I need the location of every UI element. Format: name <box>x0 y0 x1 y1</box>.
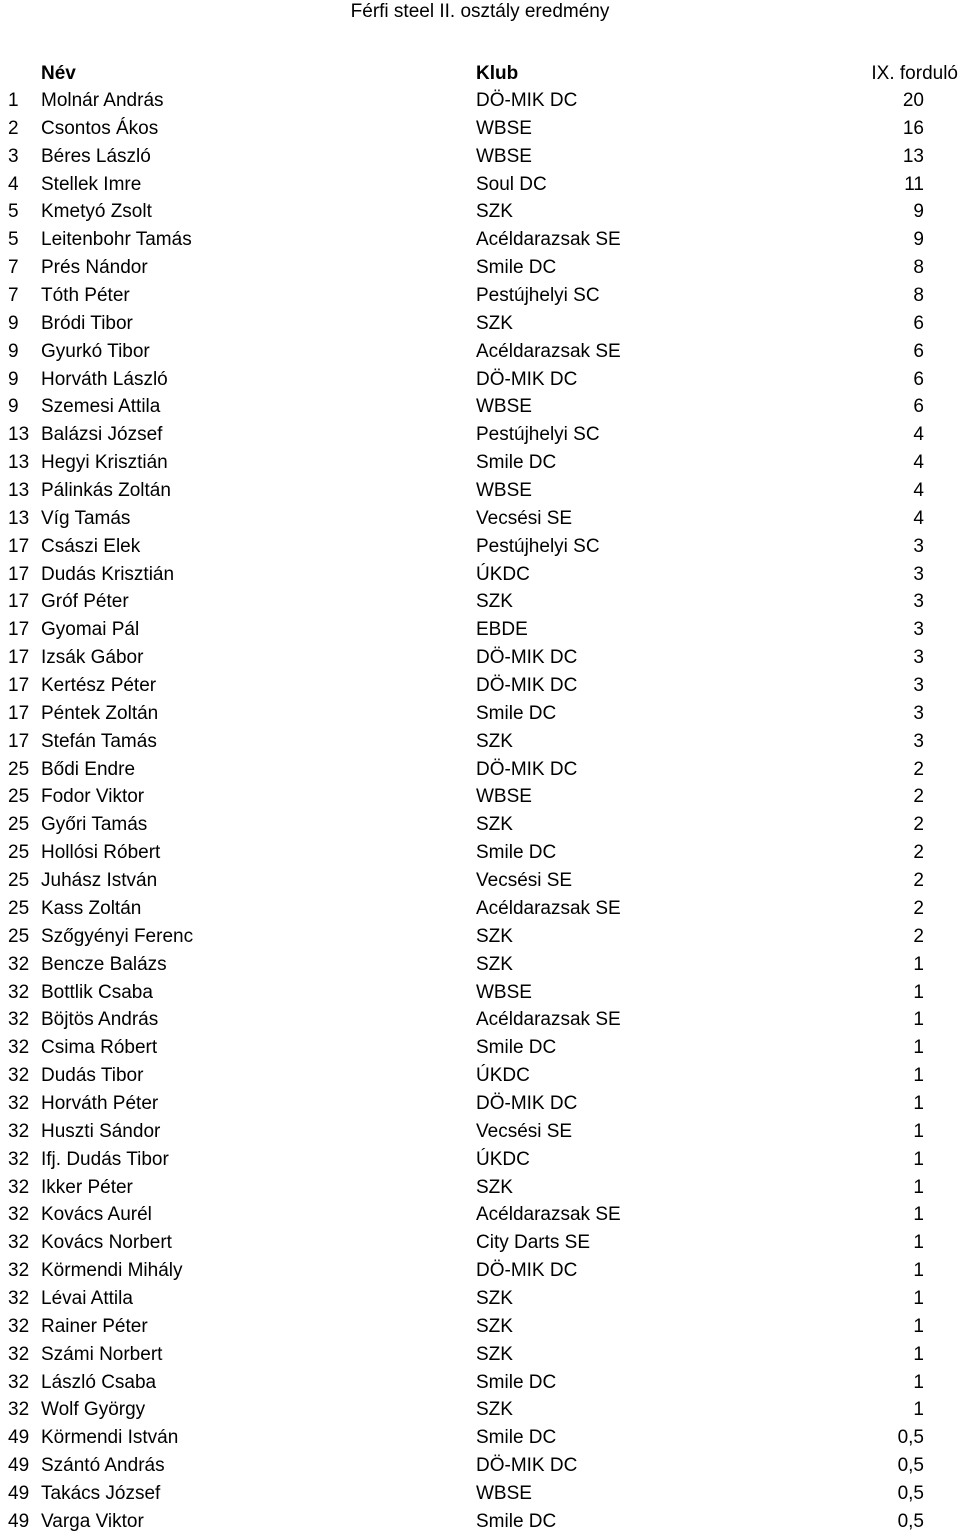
row-name: Gyomai Pál <box>41 619 140 641</box>
row-rank: 49 <box>8 1482 30 1504</box>
row-points: 9 <box>913 229 924 251</box>
row-club: Acéldarazsak SE <box>476 229 621 251</box>
row-club: ÚKDC <box>476 1065 530 1087</box>
table-row <box>0 143 960 171</box>
row-club: DÖ-MIK DC <box>476 1455 578 1477</box>
row-name: Ifj. Dudás Tibor <box>41 1148 169 1170</box>
row-name: Leitenbohr Tamás <box>41 229 192 251</box>
page-title: Férfi steel II. osztály eredmény <box>350 1 610 22</box>
row-name: Huszti Sándor <box>41 1120 161 1142</box>
row-rank: 1 <box>8 90 19 111</box>
row-club: Acéldarazsak SE <box>476 340 621 362</box>
row-name: Szemesi Attila <box>41 396 161 418</box>
row-points: 4 <box>913 480 924 502</box>
row-points: 3 <box>913 535 924 557</box>
table-row <box>0 338 960 366</box>
row-points: 3 <box>913 591 924 613</box>
row-points: 3 <box>913 647 924 669</box>
row-name: Kovács Aurél <box>41 1204 152 1226</box>
row-rank: 2 <box>8 117 19 139</box>
table-row <box>0 644 960 672</box>
row-points: 13 <box>902 145 924 167</box>
table-row <box>0 1313 960 1341</box>
row-club: Pestújhelyi SC <box>476 285 600 307</box>
row-points: 6 <box>913 396 924 418</box>
row-rank: 7 <box>8 285 19 307</box>
row-points: 0,5 <box>897 1455 924 1477</box>
table-row <box>0 533 960 561</box>
row-club: Smile DC <box>476 702 557 724</box>
row-rank: 32 <box>8 1009 30 1031</box>
row-club: WBSE <box>476 396 532 418</box>
row-points: 3 <box>913 619 924 641</box>
row-name: Kertész Péter <box>41 675 157 697</box>
row-rank: 32 <box>8 981 30 1003</box>
table-row <box>0 979 960 1007</box>
row-club: WBSE <box>476 1482 532 1504</box>
table-row <box>0 421 960 449</box>
row-club: Acéldarazsak SE <box>476 1009 621 1031</box>
row-rank: 25 <box>8 842 30 864</box>
row-club: SZK <box>476 1287 513 1309</box>
row-name: Szőgyényi Ferenc <box>41 925 194 947</box>
row-rank: 5 <box>8 229 19 251</box>
row-rank: 3 <box>8 145 19 167</box>
row-rank: 5 <box>8 201 19 223</box>
table-row <box>0 1508 960 1536</box>
row-rank: 7 <box>8 257 19 279</box>
table-row <box>0 198 960 226</box>
row-name: Juhász István <box>41 870 158 892</box>
row-rank: 25 <box>8 925 30 947</box>
row-rank: 17 <box>8 702 30 724</box>
row-club: DÖ-MIK DC <box>476 1092 578 1114</box>
row-points: 6 <box>913 368 924 390</box>
row-name: Császi Elek <box>41 535 141 557</box>
row-name: Gyurkó Tibor <box>41 340 150 362</box>
table-row <box>0 310 960 338</box>
row-rank: 32 <box>8 1092 30 1114</box>
row-points: 6 <box>913 312 924 334</box>
row-name: Bődi Endre <box>41 758 136 780</box>
row-club: Vecsési SE <box>476 507 573 529</box>
row-name: Dudás Tibor <box>41 1065 144 1087</box>
row-rank: 32 <box>8 1399 30 1421</box>
row-club: SZK <box>476 814 513 836</box>
row-rank: 17 <box>8 647 30 669</box>
row-club: Pestújhelyi SC <box>476 424 600 446</box>
row-name: László Csaba <box>41 1371 157 1393</box>
row-rank: 32 <box>8 1260 30 1282</box>
table-row <box>0 756 960 784</box>
row-club: SZK <box>476 591 513 613</box>
table-header <box>0 60 960 88</box>
row-points: 8 <box>913 285 924 307</box>
table-row <box>0 811 960 839</box>
row-points: 2 <box>913 897 924 919</box>
table-row <box>0 672 960 700</box>
row-club: DÖ-MIK DC <box>476 1260 578 1282</box>
row-rank: 25 <box>8 758 30 780</box>
row-rank: 17 <box>8 535 30 557</box>
table-row <box>0 895 960 923</box>
row-points: 1 <box>913 1009 924 1031</box>
row-name: Körmendi Mihály <box>41 1260 183 1282</box>
table-row <box>0 561 960 589</box>
row-points: 11 <box>904 173 924 195</box>
row-rank: 17 <box>8 675 30 697</box>
table-row <box>0 1146 960 1174</box>
row-name: Varga Viktor <box>41 1510 144 1532</box>
row-club: WBSE <box>476 117 532 139</box>
row-name: Tóth Péter <box>41 285 130 307</box>
row-points: 1 <box>913 1260 924 1282</box>
row-rank: 17 <box>8 563 30 585</box>
table-row <box>0 1062 960 1090</box>
row-rank: 32 <box>8 1176 30 1198</box>
table-row <box>0 1285 960 1313</box>
row-points: 3 <box>913 675 924 697</box>
row-club: SZK <box>476 312 513 334</box>
row-rank: 32 <box>8 1148 30 1170</box>
row-name: Csima Róbert <box>41 1037 158 1059</box>
row-club: WBSE <box>476 145 532 167</box>
row-points: 1 <box>913 1399 924 1421</box>
table-row <box>0 783 960 811</box>
row-rank: 32 <box>8 1343 30 1365</box>
row-club: ÚKDC <box>476 563 530 585</box>
row-club: ÚKDC <box>476 1148 530 1170</box>
row-rank: 9 <box>8 368 19 390</box>
row-rank: 32 <box>8 953 30 975</box>
row-rank: 49 <box>8 1455 30 1477</box>
row-points: 1 <box>913 1120 924 1142</box>
row-name: Körmendi István <box>41 1427 179 1449</box>
row-rank: 32 <box>8 1315 30 1337</box>
table-row <box>0 1396 960 1424</box>
row-name: Kass Zoltán <box>41 897 142 919</box>
row-points: 20 <box>902 90 924 111</box>
row-club: WBSE <box>476 480 532 502</box>
row-points: 3 <box>913 730 924 752</box>
row-points: 1 <box>913 1371 924 1393</box>
row-points: 4 <box>913 452 924 474</box>
table-row <box>0 839 960 867</box>
row-rank: 25 <box>8 814 30 836</box>
table-row <box>0 1480 960 1508</box>
row-rank: 25 <box>8 870 30 892</box>
table-row <box>0 115 960 143</box>
row-name: Pálinkás Zoltán <box>41 480 171 502</box>
row-name: Hegyi Krisztián <box>41 452 168 474</box>
row-club: SZK <box>476 730 513 752</box>
table-row <box>0 282 960 310</box>
row-name: Bencze Balázs <box>41 953 167 975</box>
row-points: 16 <box>902 117 924 139</box>
row-club: SZK <box>476 1176 513 1198</box>
table-row <box>0 1424 960 1452</box>
row-name: Ikker Péter <box>41 1176 133 1198</box>
row-points: 1 <box>913 1148 924 1170</box>
row-club: Vecsési SE <box>476 1120 573 1142</box>
row-points: 1 <box>913 1315 924 1337</box>
row-points: 0,5 <box>897 1427 924 1449</box>
row-points: 2 <box>913 758 924 780</box>
row-club: DÖ-MIK DC <box>476 90 578 111</box>
row-club: SZK <box>476 953 513 975</box>
row-name: Szántó András <box>41 1455 165 1477</box>
row-club: Smile DC <box>476 1510 557 1532</box>
table-row <box>0 1006 960 1034</box>
table-row <box>0 1452 960 1480</box>
row-rank: 32 <box>8 1065 30 1087</box>
row-points: 2 <box>913 925 924 947</box>
row-club: DÖ-MIK DC <box>476 647 578 669</box>
table-row <box>0 1090 960 1118</box>
row-rank: 32 <box>8 1037 30 1059</box>
row-name: Győri Tamás <box>41 814 148 836</box>
row-points: 3 <box>913 563 924 585</box>
row-name: Stellek Imre <box>41 173 142 195</box>
row-club: SZK <box>476 1399 513 1421</box>
row-rank: 32 <box>8 1232 30 1254</box>
row-points: 1 <box>913 1176 924 1198</box>
row-club: Smile DC <box>476 452 557 474</box>
table-row <box>0 1369 960 1397</box>
header-round: IX. forduló <box>871 63 958 84</box>
row-rank: 25 <box>8 897 30 919</box>
row-name: Izsák Gábor <box>41 647 144 669</box>
row-points: 2 <box>913 870 924 892</box>
table-row <box>0 477 960 505</box>
row-rank: 49 <box>8 1510 30 1532</box>
row-points: 1 <box>913 953 924 975</box>
row-points: 1 <box>913 1037 924 1059</box>
row-points: 3 <box>913 702 924 724</box>
row-name: Wolf György <box>41 1399 146 1421</box>
row-club: Pestújhelyi SC <box>476 535 600 557</box>
row-rank: 13 <box>8 452 30 474</box>
row-club: City Darts SE <box>476 1232 591 1254</box>
row-name: Horváth Péter <box>41 1092 159 1114</box>
row-club: Smile DC <box>476 1427 557 1449</box>
row-rank: 32 <box>8 1120 30 1142</box>
row-points: 0,5 <box>897 1482 924 1504</box>
table-row <box>0 1118 960 1146</box>
row-club: Vecsési SE <box>476 870 573 892</box>
header-club: Klub <box>476 63 519 84</box>
row-club: SZK <box>476 925 513 947</box>
row-points: 1 <box>913 1092 924 1114</box>
row-club: Smile DC <box>476 1037 557 1059</box>
row-rank: 17 <box>8 730 30 752</box>
row-rank: 9 <box>8 396 19 418</box>
row-name: Kmetyó Zsolt <box>41 201 152 223</box>
row-name: Béres László <box>41 145 151 167</box>
table-row <box>0 226 960 254</box>
table-row <box>0 393 960 421</box>
table-row <box>0 616 960 644</box>
row-name: Dudás Krisztián <box>41 563 175 585</box>
table-row <box>0 87 960 115</box>
table-row <box>0 1174 960 1202</box>
row-rank: 13 <box>8 480 30 502</box>
row-name: Bródi Tibor <box>41 312 133 334</box>
row-name: Bottlik Csaba <box>41 981 153 1003</box>
row-club: DÖ-MIK DC <box>476 675 578 697</box>
row-club: SZK <box>476 1343 513 1365</box>
row-rank: 17 <box>8 591 30 613</box>
table-row <box>0 505 960 533</box>
row-points: 2 <box>913 842 924 864</box>
row-points: 1 <box>913 1287 924 1309</box>
row-rank: 32 <box>8 1287 30 1309</box>
row-points: 4 <box>913 424 924 446</box>
row-name: Kovács Norbert <box>41 1232 172 1254</box>
table-row <box>0 254 960 282</box>
row-points: 2 <box>913 814 924 836</box>
row-club: EBDE <box>476 619 528 641</box>
table-row <box>0 728 960 756</box>
row-name: Takács József <box>41 1482 161 1504</box>
row-name: Víg Tamás <box>41 507 131 529</box>
row-name: Molnár András <box>41 90 164 111</box>
table-row <box>0 1257 960 1285</box>
table-row <box>0 951 960 979</box>
row-club: Smile DC <box>476 1371 557 1393</box>
table-row <box>0 171 960 199</box>
row-club: Smile DC <box>476 842 557 864</box>
row-name: Gróf Péter <box>41 591 129 613</box>
row-rank: 9 <box>8 340 19 362</box>
row-rank: 17 <box>8 619 30 641</box>
row-rank: 32 <box>8 1371 30 1393</box>
row-points: 1 <box>913 981 924 1003</box>
row-name: Péntek Zoltán <box>41 702 159 724</box>
row-name: Stefán Tamás <box>41 730 157 752</box>
row-club: DÖ-MIK DC <box>476 368 578 390</box>
row-name: Horváth László <box>41 368 168 390</box>
row-name: Hollósi Róbert <box>41 842 161 864</box>
row-points: 9 <box>913 201 924 223</box>
row-points: 4 <box>913 507 924 529</box>
row-name: Rainer Péter <box>41 1315 148 1337</box>
table-row <box>0 449 960 477</box>
table-row <box>0 867 960 895</box>
row-club: Acéldarazsak SE <box>476 1204 621 1226</box>
row-rank: 25 <box>8 786 30 808</box>
table-row <box>0 923 960 951</box>
results-table <box>0 87 960 1536</box>
row-club: WBSE <box>476 981 532 1003</box>
row-points: 1 <box>913 1343 924 1365</box>
row-club: SZK <box>476 201 513 223</box>
table-row <box>0 1034 960 1062</box>
row-rank: 13 <box>8 424 30 446</box>
row-name: Balázsi József <box>41 424 163 446</box>
row-rank: 9 <box>8 312 19 334</box>
table-row <box>0 366 960 394</box>
header-name: Név <box>41 63 76 84</box>
table-row <box>0 588 960 616</box>
row-club: Acéldarazsak SE <box>476 897 621 919</box>
row-name: Lévai Attila <box>41 1287 133 1309</box>
row-points: 8 <box>913 257 924 279</box>
row-name: Prés Nándor <box>41 257 148 279</box>
row-club: Soul DC <box>476 173 547 195</box>
row-name: Csontos Ákos <box>41 117 159 139</box>
row-name: Böjtös András <box>41 1009 159 1031</box>
table-row <box>0 700 960 728</box>
row-name: Fodor Viktor <box>41 786 145 808</box>
row-points: 6 <box>913 340 924 362</box>
row-points: 1 <box>913 1204 924 1226</box>
table-row <box>0 1229 960 1257</box>
row-points: 0,5 <box>897 1510 924 1532</box>
row-club: WBSE <box>476 786 532 808</box>
row-rank: 32 <box>8 1204 30 1226</box>
table-row <box>0 1341 960 1369</box>
row-name: Számi Norbert <box>41 1343 163 1365</box>
row-club: SZK <box>476 1315 513 1337</box>
table-row <box>0 1201 960 1229</box>
row-club: Smile DC <box>476 257 557 279</box>
row-points: 1 <box>913 1065 924 1087</box>
row-rank: 4 <box>8 173 19 195</box>
row-points: 1 <box>913 1232 924 1254</box>
row-rank: 49 <box>8 1427 30 1449</box>
row-rank: 13 <box>8 507 30 529</box>
row-points: 2 <box>913 786 924 808</box>
row-club: DÖ-MIK DC <box>476 758 578 780</box>
